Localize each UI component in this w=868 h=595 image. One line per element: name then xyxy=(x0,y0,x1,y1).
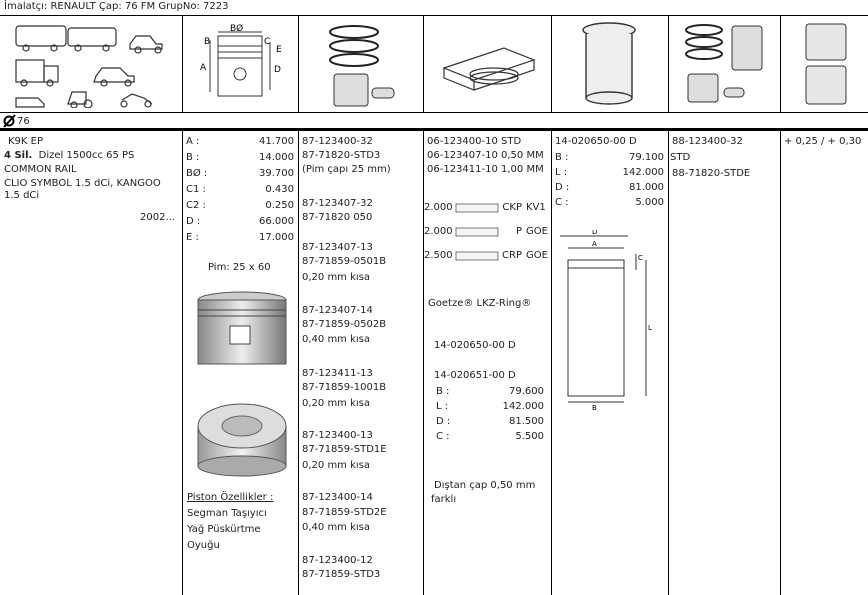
engine-line3: CLIO SYMBOL 1.5 dCi, KANGOO xyxy=(4,178,161,189)
liner-label-l: L xyxy=(648,324,652,332)
dim-label: L : xyxy=(555,167,568,178)
part-number-line: 87-71820 050 xyxy=(302,212,373,223)
part-number-line: (Pim çapı 25 mm) xyxy=(302,164,391,175)
diagram-label-e: E xyxy=(276,45,282,55)
dim-label: D : xyxy=(186,216,201,227)
part-number-line: 87-71859-STD3 xyxy=(302,569,381,580)
part-number-line: 0,20 mm kısa xyxy=(302,460,371,471)
dim-value: 5.500 xyxy=(515,431,544,442)
ring-brand: Goetze® LKZ-Ring® xyxy=(428,298,532,309)
ring-set-box-icon xyxy=(438,40,542,98)
part-number-line: 0,40 mm kısa xyxy=(302,334,371,345)
dim-value: 0.250 xyxy=(265,200,294,211)
engine-detail: Dizel 1500cc 65 PS xyxy=(38,150,135,161)
divider xyxy=(298,16,299,112)
part-number-line: 0,40 mm kısa xyxy=(302,522,371,533)
ring-maker: GOE xyxy=(526,226,548,237)
dim-value: 81.000 xyxy=(629,182,664,193)
kit-code: 88-71820-STDE xyxy=(672,168,751,179)
divider xyxy=(668,131,669,595)
diameter-icon xyxy=(3,114,17,128)
kit-code: 88-123400-32 xyxy=(672,136,743,147)
ring-code: 06-123400-10 STD xyxy=(427,136,522,147)
divider xyxy=(780,131,781,595)
dim-value: 142.000 xyxy=(622,167,664,178)
engine-line2: COMMON RAIL xyxy=(4,164,77,175)
part-number-line: 87-71859-STD1E xyxy=(302,444,387,455)
dim-value: 81.500 xyxy=(509,416,544,427)
part-number-line: 0,20 mm kısa xyxy=(302,398,371,409)
ring-maker: KV1 xyxy=(526,202,546,213)
dim-value: 0.430 xyxy=(265,184,294,195)
liner-code: 14-020651-00 D xyxy=(434,370,516,381)
diagram-label-a: A xyxy=(200,63,207,73)
liner-label-d: D xyxy=(592,230,598,236)
dim-value: 66.000 xyxy=(259,216,294,227)
piston-section-icon xyxy=(800,20,864,108)
part-number-line: 87-123407-14 xyxy=(302,305,373,316)
piston-dimension-diagram xyxy=(190,22,294,108)
dim-label: C : xyxy=(555,197,569,208)
feature-item: Yağ Püskürtme xyxy=(187,524,261,535)
ring-width: 2.500 xyxy=(424,250,453,261)
dim-value: 142.000 xyxy=(502,401,544,412)
part-number-line: 87-123400-13 xyxy=(302,430,373,441)
divider xyxy=(298,131,299,595)
engine-spec xyxy=(4,150,134,162)
ring-profile-icon xyxy=(455,227,499,237)
dim-value: 14.000 xyxy=(259,152,294,163)
divider xyxy=(182,131,183,595)
divider xyxy=(668,16,669,112)
dim-label: C : xyxy=(436,431,450,442)
divider xyxy=(423,131,424,595)
liner-kit-icon xyxy=(680,20,774,108)
liner-note: farklı xyxy=(431,494,457,505)
vehicles-icon xyxy=(10,20,180,108)
diagram-label-c: C xyxy=(264,37,271,47)
part-number-line: 87-123400-12 xyxy=(302,555,373,566)
diagram-label-b: B xyxy=(204,37,211,47)
part-number-line: 87-71859-STD2E xyxy=(302,507,387,518)
dim-label: B : xyxy=(186,152,200,163)
dim-label: D : xyxy=(555,182,570,193)
dim-label: E : xyxy=(186,232,199,243)
feature-item: Segman Taşıyıcı xyxy=(187,508,267,519)
part-number-line: 87-123407-32 xyxy=(302,198,373,209)
oversize-values: + 0,25 / + 0,30 xyxy=(784,136,862,147)
ring-profile-icon xyxy=(455,251,499,261)
liner-code: 14-020650-00 D xyxy=(434,340,516,351)
piston-features-title: Piston Özellikler : xyxy=(187,492,274,503)
dim-label: B : xyxy=(555,152,569,163)
liner-main-code: 14-020650-00 D xyxy=(555,136,637,147)
liner-note: Dıştan çap 0,50 mm xyxy=(434,480,536,491)
dim-label: D : xyxy=(436,416,451,427)
piston-top-photo xyxy=(194,396,290,478)
dim-label: BØ : xyxy=(186,168,208,179)
image-row-bottom xyxy=(0,112,868,113)
divider xyxy=(182,16,183,112)
part-number-line: 87-71820-STD3 xyxy=(302,150,381,161)
ring-width: 2.000 xyxy=(424,226,453,237)
diameter-value: 76 xyxy=(17,116,30,127)
dim-value: 5.000 xyxy=(635,197,664,208)
part-number-line: 87-123400-32 xyxy=(302,136,373,147)
model-year: 2002... xyxy=(140,212,175,223)
cylinder-count: 4 Sil. xyxy=(4,150,33,161)
ring-profile-icon xyxy=(455,203,499,213)
cylinder-liner-icon xyxy=(574,20,644,108)
ring-type: P xyxy=(515,226,522,237)
engine-line4: 1.5 dCi xyxy=(4,190,40,201)
liner-label-c: C xyxy=(638,254,643,262)
engine-code: K9K EP xyxy=(8,136,44,147)
part-number-line: 87-123411-13 xyxy=(302,368,373,379)
ring-code: 06-123411-10 1,00 MM xyxy=(427,164,544,175)
dim-value: 17.000 xyxy=(259,232,294,243)
part-number-line: 0,20 mm kısa xyxy=(302,272,371,283)
divider xyxy=(551,131,552,595)
dim-value: 39.700 xyxy=(259,168,294,179)
divider xyxy=(780,16,781,112)
diagram-label-bo: BØ xyxy=(230,24,244,34)
section-divider xyxy=(0,128,868,131)
divider xyxy=(551,16,552,112)
dim-label: C2 : xyxy=(186,200,206,211)
dim-label: B : xyxy=(436,386,450,397)
dim-value: 79.600 xyxy=(509,386,544,397)
liner-label-b: B xyxy=(592,404,597,410)
dim-value: 41.700 xyxy=(259,136,294,147)
piston-photo xyxy=(194,290,290,374)
part-number-line: 87-71859-0502B xyxy=(302,319,387,330)
piston-kit-icon xyxy=(318,22,408,110)
part-number-line: 87-123400-14 xyxy=(302,492,373,503)
ring-code: 06-123407-10 0,50 MM xyxy=(427,150,544,161)
ring-type: CKP xyxy=(502,202,522,213)
ring-type: CRP xyxy=(502,250,522,261)
dim-label: A : xyxy=(186,136,200,147)
liner-label-a: A xyxy=(592,240,597,248)
header-title: İmalatçı: RENAULT Çap: 76 FM GrupNo: 7223 xyxy=(0,0,868,16)
ring-width: 2.000 xyxy=(424,202,453,213)
divider xyxy=(423,16,424,112)
feature-item: Oyuğu xyxy=(187,540,220,551)
part-number-line: 87-71859-0501B xyxy=(302,256,387,267)
dim-label: C1 : xyxy=(186,184,206,195)
pin-size: Pim: 25 x 60 xyxy=(208,262,271,273)
part-number-line: 87-71859-1001B xyxy=(302,382,387,393)
part-number-line: 87-123407-13 xyxy=(302,242,373,253)
dim-value: 79.100 xyxy=(629,152,664,163)
dim-label: L : xyxy=(436,401,449,412)
kit-size: STD xyxy=(670,152,691,163)
ring-maker: GOE xyxy=(526,250,548,261)
liner-dimension-diagram xyxy=(556,230,664,410)
diagram-label-d: D xyxy=(274,65,281,75)
